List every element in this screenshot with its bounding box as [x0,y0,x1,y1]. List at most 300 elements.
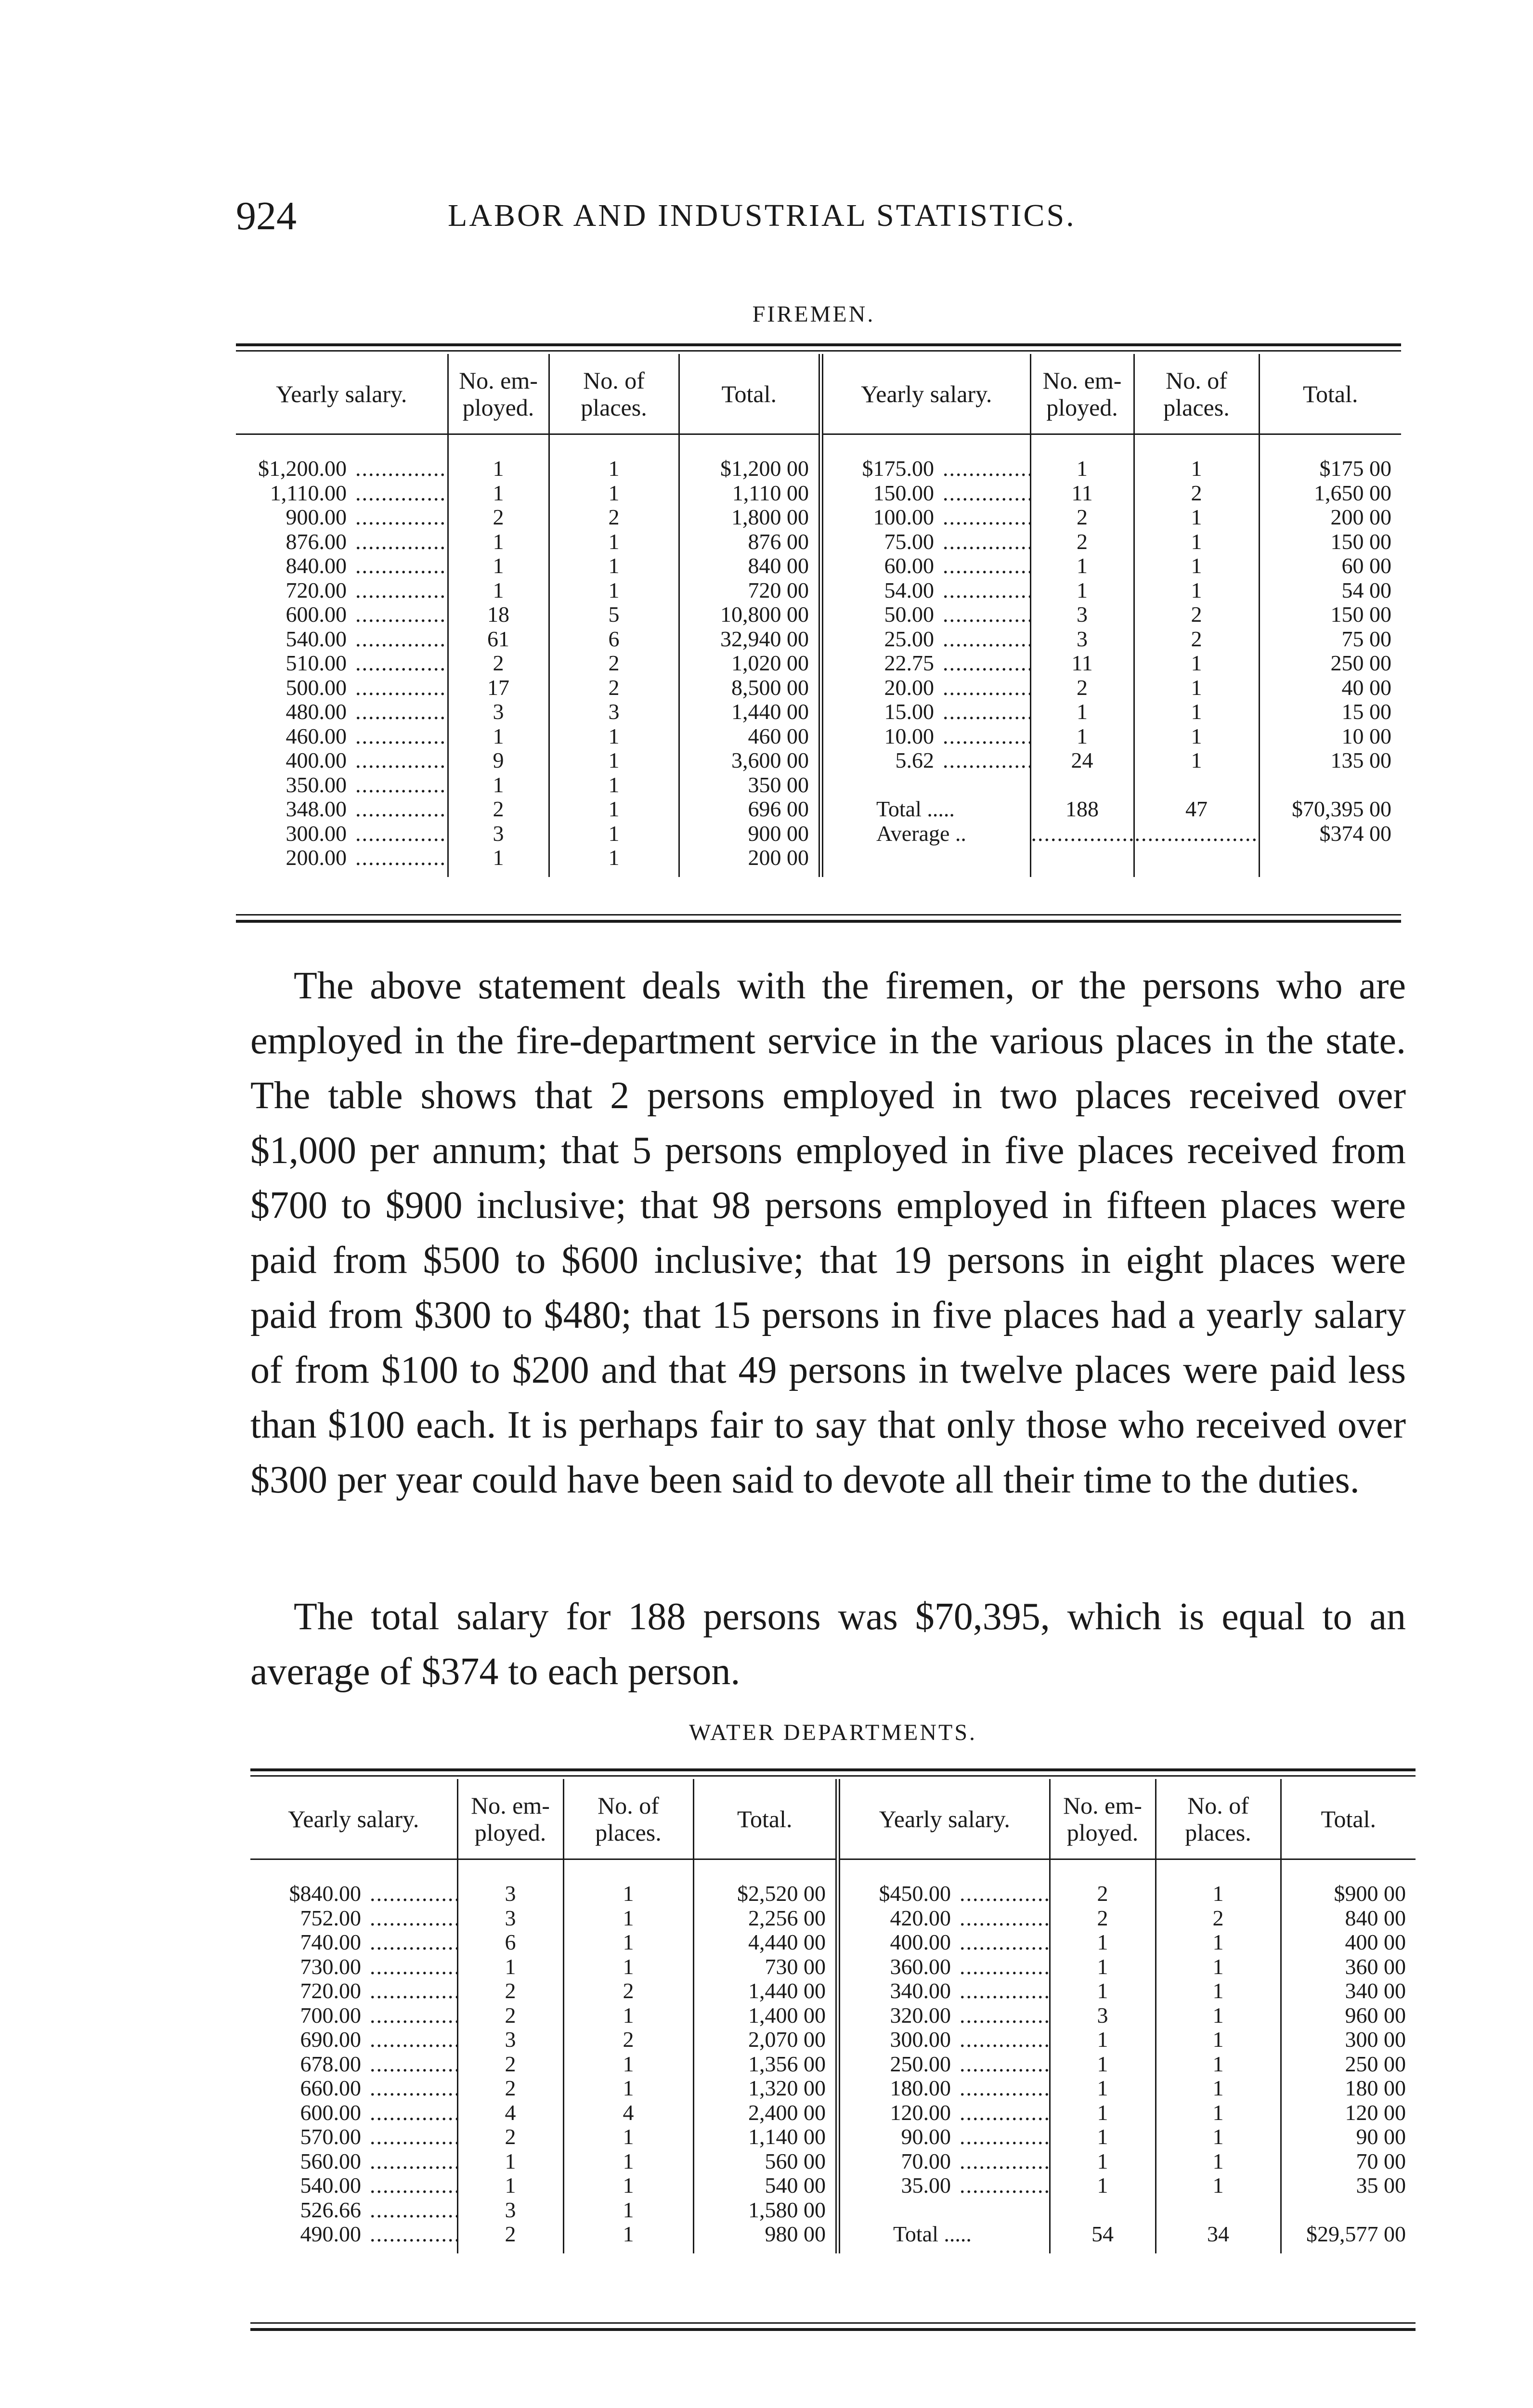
employed-cell: 18 [448,602,549,627]
running-title: LABOR AND INDUSTRIAL STATISTICS. [448,198,1076,233]
total-cell-right: 120 00 [1345,2100,1406,2125]
salary-cell [250,2003,457,2028]
empty-cell [1281,2198,1416,2223]
total-cell-right: 960 00 [1345,2002,1406,2028]
salary-value: 90.00 [901,2125,951,2149]
total-cell: 1,580 00 [693,2198,838,2223]
table-row [236,724,1401,749]
salary-cell [236,700,448,724]
employed-cell: 3 [457,1906,563,1931]
leader-dots [347,627,447,652]
total-cell-right: 300 00 [1345,2027,1406,2052]
leader-dots [361,2028,457,2052]
salary-value: 540.00 [286,627,347,651]
leader-dots [361,2222,457,2247]
employed-cell-right: 11 [1030,481,1134,506]
salary-cell-right [821,530,1030,554]
firemen-col-header-employed: No. em- ployed. [448,354,549,434]
total-cell-right: $175 00 [1319,456,1391,481]
employed-cell-right: 1 [1050,2125,1156,2149]
total-row-label: Total ..... [838,2222,1050,2253]
places-cell: 1 [563,1906,693,1931]
table-row [236,627,1401,652]
employed-cell-right: 3 [1030,627,1134,652]
employed-cell-right: 1 [1050,2052,1156,2077]
leader-dots [934,481,1030,506]
total-cell: 730 00 [693,1955,838,1979]
salary-cell [236,846,448,877]
leader-dots [951,2149,1049,2174]
employed-cell: 3 [457,2198,563,2223]
salary-cell [236,724,448,749]
places-cell: 1 [549,481,679,506]
employed-cell-right: 1 [1050,2028,1156,2052]
leader-dots [951,1906,1049,1931]
employed-cell-right: 1 [1030,578,1134,603]
total-cell: 2,070 00 [693,2028,838,2052]
firemen-col-header-total-right: Total. [1259,354,1401,434]
total-cell: 540 00 [693,2173,838,2198]
employed-cell: 1 [448,481,549,506]
employed-cell: 3 [457,1859,563,1906]
places-cell-right: 1 [1134,676,1259,700]
employed-cell-right: 1 [1030,434,1134,481]
salary-cell [250,2076,457,2101]
table-row [250,2125,1416,2149]
leader-dots [347,602,447,627]
salary-cell-right [821,748,1030,773]
salary-cell [236,578,448,603]
employed-cell-right: 2 [1030,676,1134,700]
employed-cell: 1 [457,1955,563,1979]
salary-cell [250,1859,457,1906]
salary-cell-right [838,1955,1050,1979]
total-row-employed: 188 [1030,797,1134,822]
leader-dots [347,554,447,578]
salary-cell-right [821,700,1030,724]
leader-dots [361,1930,457,1955]
salary-value: 500.00 [286,675,347,700]
salary-value: 50.00 [884,602,934,627]
places-cell: 1 [549,724,679,749]
page-number: 924 [236,194,297,238]
salary-cell [250,2198,457,2223]
total-cell-right: 90 00 [1356,2124,1406,2149]
salary-cell-right [838,1859,1050,1906]
total-cell-right: 15 00 [1341,699,1391,724]
places-cell: 1 [563,2052,693,2077]
salary-value: 840.00 [286,554,347,578]
employed-cell: 2 [448,505,549,530]
places-cell-right: 1 [1156,1930,1281,1955]
employed-cell: 3 [448,822,549,846]
employed-cell: 6 [457,1930,563,1955]
salary-cell [236,822,448,846]
empty-cell [821,773,1030,798]
employed-cell: 3 [457,2028,563,2052]
places-cell-right: 2 [1134,627,1259,652]
places-cell-right: 1 [1156,2028,1281,2052]
leader-dots [347,676,447,700]
table-row [236,676,1401,700]
total-cell: 980 00 [693,2222,838,2253]
leader-dots [361,2125,457,2149]
total-cell: 4,440 00 [693,1930,838,1955]
employed-cell: 2 [457,2076,563,2101]
places-cell: 1 [549,434,679,481]
places-cell-right: 1 [1156,2101,1281,2125]
table-row [250,2173,1416,2198]
places-cell-right: 1 [1134,700,1259,724]
salary-cell [236,627,448,652]
salary-value: 600.00 [300,2100,361,2125]
total-cell: 1,140 00 [693,2125,838,2149]
firemen-top-rule [236,343,1401,346]
total-cell: $2,520 00 [693,1859,838,1906]
places-cell-right: 2 [1134,602,1259,627]
employed-cell-right: 1 [1050,2101,1156,2125]
employed-cell: 1 [448,530,549,554]
total-cell: 200 00 [679,846,821,877]
employed-cell-right: 1 [1050,2173,1156,2198]
employed-cell: 2 [448,797,549,822]
places-cell: 5 [549,602,679,627]
salary-cell [250,2101,457,2125]
salary-cell-right [838,1930,1050,1955]
table-row [250,2052,1416,2077]
firemen-bottom-rule [236,914,1401,916]
firemen-col-header-total: Total. [679,354,821,434]
table-row [250,2198,1416,2223]
salary-cell [236,554,448,578]
empty-cell [1030,846,1134,877]
total-cell: 1,320 00 [693,2076,838,2101]
salary-cell [236,748,448,773]
salary-value: 75.00 [884,529,934,554]
places-cell: 1 [549,748,679,773]
salary-value: 1,110.00 [270,481,347,505]
employed-cell-right: 2 [1050,1859,1156,1906]
salary-cell [250,1906,457,1931]
places-cell: 1 [563,2149,693,2174]
places-cell-right: 1 [1134,505,1259,530]
salary-value: 510.00 [286,651,347,675]
leader-dots [951,2101,1049,2125]
total-cell-right: 70 00 [1356,2148,1406,2173]
salary-cell-right [838,2003,1050,2028]
empty-cell [1156,2198,1281,2223]
places-cell-right: 2 [1134,481,1259,506]
table-row [236,700,1401,724]
water-departments-table [250,1779,1416,2253]
salary-value: 526.66 [300,2198,361,2222]
employed-cell: 1 [448,773,549,798]
leader-dots [361,1882,457,1906]
places-cell-right: 1 [1156,1979,1281,2003]
table-row [236,822,1401,846]
leader-dots [951,1979,1049,2003]
salary-value: 150.00 [873,481,934,505]
total-row-employed: 54 [1050,2222,1156,2253]
employed-cell: 2 [457,1979,563,2003]
table-row [250,2028,1416,2052]
places-cell-right: 1 [1156,1859,1281,1906]
average-row-dots [1030,822,1134,846]
salary-value: 320.00 [890,2003,951,2028]
leader-dots [361,1955,457,1979]
total-cell: 900 00 [679,822,821,846]
salary-value: 350.00 [286,772,347,797]
firemen-col-header-places-right: No. of places. [1134,354,1259,434]
places-cell: 2 [549,651,679,676]
salary-cell-right [821,481,1030,506]
empty-cell [838,2198,1050,2223]
salary-value: 700.00 [300,2003,361,2028]
salary-cell [236,797,448,822]
water-col-header-salary: Yearly salary. [250,1779,457,1859]
total-cell: 840 00 [679,554,821,578]
leader-dots [951,2076,1049,2101]
total-cell-right: 250 00 [1330,651,1391,675]
empty-cell [1050,2198,1156,2223]
total-cell: 2,256 00 [693,1906,838,1931]
employed-cell-right: 3 [1030,602,1134,627]
employed-cell: 2 [457,2222,563,2253]
places-cell: 2 [549,676,679,700]
places-cell: 2 [563,1979,693,2003]
places-cell: 1 [549,846,679,877]
places-cell: 1 [549,578,679,603]
leader-dots [347,457,447,481]
employed-cell-right: 1 [1030,700,1134,724]
water-top-rule-thin [250,1775,1416,1777]
leader-dots [951,1930,1049,1955]
places-cell-right: 1 [1134,434,1259,481]
water-col-header-salary-right: Yearly salary. [838,1779,1050,1859]
salary-value: 25.00 [884,627,934,651]
employed-cell: 4 [457,2101,563,2125]
table-row [236,797,1401,822]
salary-value: 690.00 [300,2028,361,2052]
salary-value: 70.00 [901,2149,951,2173]
salary-value: 300.00 [890,2028,951,2052]
leader-dots [934,676,1030,700]
water-col-header-employed-right: No. em- ployed. [1050,1779,1156,1859]
salary-cell-right [821,627,1030,652]
total-cell-right: $900 00 [1334,1881,1406,1906]
leader-dots [934,578,1030,603]
salary-cell [236,505,448,530]
leader-dots [934,627,1030,652]
firemen-bottom-rule-thick [236,920,1401,923]
water-bottom-rule-thick [250,2328,1416,2331]
places-cell: 6 [549,627,679,652]
salary-cell-right [821,554,1030,578]
total-cell: 1,020 00 [679,651,821,676]
water-col-header-places: No. of places. [563,1779,693,1859]
salary-cell-right [821,676,1030,700]
salary-value: 100.00 [873,505,934,529]
table-row [250,2101,1416,2125]
salary-value: 180.00 [890,2076,951,2100]
salary-value: 340.00 [890,1979,951,2003]
salary-cell [250,1979,457,2003]
water-bottom-rule [250,2322,1416,2324]
leader-dots [934,554,1030,578]
salary-value: 60.00 [884,554,934,578]
salary-value: 348.00 [286,797,347,821]
leader-dots [934,700,1030,724]
employed-cell: 1 [448,724,549,749]
total-cell: 1,110 00 [679,481,821,506]
places-cell-right: 2 [1156,1906,1281,1931]
empty-cell [1030,773,1134,798]
salary-value: 15.00 [884,700,934,724]
table-row [250,1979,1416,2003]
places-cell: 1 [563,2173,693,2198]
employed-cell: 1 [448,554,549,578]
salary-value: 22.75 [884,651,934,675]
salary-value: 54.00 [884,578,934,602]
places-cell: 1 [563,2125,693,2149]
salary-value: 560.00 [300,2149,361,2173]
table-row [236,505,1401,530]
leader-dots [361,2101,457,2125]
salary-value: 876.00 [286,529,347,554]
salary-value: $840.00 [289,1882,361,1906]
total-cell: 720 00 [679,578,821,603]
leader-dots [934,602,1030,627]
empty-cell [1259,773,1401,798]
places-cell-right: 1 [1134,651,1259,676]
places-cell-right: 1 [1156,2052,1281,2077]
table-row [236,481,1401,506]
total-cell: 1,800 00 [679,505,821,530]
salary-value: 300.00 [286,821,347,846]
total-row-total: $70,395 00 [1292,797,1391,821]
table-row [250,1955,1416,1979]
salary-cell [236,602,448,627]
salary-cell [236,676,448,700]
total-cell: 1,400 00 [693,2003,838,2028]
table-row [236,748,1401,773]
total-cell: 10,800 00 [679,602,821,627]
salary-cell-right [838,2149,1050,2174]
places-cell-right: 1 [1156,2149,1281,2174]
salary-cell [250,1955,457,1979]
leader-dots [934,651,1030,676]
salary-value: 678.00 [300,2052,361,2076]
leader-dots [934,748,1030,773]
firemen-table [236,354,1401,877]
salary-cell-right [838,1979,1050,2003]
total-cell: 1,440 00 [693,1979,838,2003]
salary-cell-right [821,505,1030,530]
body-paragraph-1: The above statement deals with the firemen, or the persons who are employed in the fire-department service in the various places in the state. The table shows that 2 persons employed in two places received over $1,000 per annum; that 5 persons employed in five places received from $700 to $900 inclusive; that 98 persons employed in fifteen places were paid from $500 to $600 inclusive; that 19 persons in eight places were paid from $300 to $480; that 15 persons in five places had a yearly salary of from $100 to $200 and that 49 persons in twelve places were paid less than $100 each. It is perhaps fair to say that only those who received over $300 per year could have been said to devote all their time to the duties. [250,965,1406,1501]
leader-dots [347,797,447,822]
salary-value: 420.00 [890,1906,951,1930]
salary-value: 740.00 [300,1930,361,1954]
salary-cell-right [838,2076,1050,2101]
employed-cell: 17 [448,676,549,700]
leader-dots [934,457,1030,481]
places-cell-right: 1 [1134,530,1259,554]
salary-cell-right [821,724,1030,749]
leader-dots [347,822,447,846]
total-cell-right: 75 00 [1341,626,1391,651]
total-cell: $1,200 00 [679,434,821,481]
places-cell-right: 1 [1134,554,1259,578]
total-cell: 460 00 [679,724,821,749]
places-cell: 1 [563,2198,693,2223]
salary-cell-right [838,1906,1050,1931]
places-cell: 1 [549,822,679,846]
salary-cell [250,2052,457,2077]
table-row [250,2222,1416,2253]
employed-cell-right: 1 [1050,2149,1156,2174]
places-cell: 4 [563,2101,693,2125]
leader-dots [361,1906,457,1931]
salary-value: 5.62 [895,748,934,772]
total-cell-right: 200 00 [1330,505,1391,529]
leader-dots [934,530,1030,554]
salary-cell-right [821,651,1030,676]
employed-cell: 1 [448,434,549,481]
employed-cell-right: 2 [1030,505,1134,530]
leader-dots [347,700,447,724]
table-row [250,1930,1416,1955]
leader-dots [347,578,447,603]
places-cell: 1 [563,2076,693,2101]
leader-dots [951,1882,1049,1906]
salary-value: $175.00 [862,457,934,481]
water-col-header-total: Total. [693,1779,838,1859]
leader-dots [951,2003,1049,2028]
employed-cell: 9 [448,748,549,773]
average-row-dots [1134,822,1259,846]
leader-dots [361,2003,457,2028]
leader-dots [361,2076,457,2101]
leader-dots [951,2173,1049,2198]
water-col-header-places-right: No. of places. [1156,1779,1281,1859]
employed-cell: 1 [457,2149,563,2174]
places-cell: 1 [549,530,679,554]
salary-cell-right [821,434,1030,481]
total-cell-right: 400 00 [1345,1930,1406,1954]
leader-dots [347,773,447,798]
total-cell-right: 150 00 [1330,529,1391,554]
leader-dots [347,530,447,554]
salary-value: 490.00 [300,2222,361,2246]
employed-cell-right: 24 [1030,748,1134,773]
salary-cell [250,2125,457,2149]
total-row-label: Total ..... [821,797,1030,822]
employed-cell: 1 [457,2173,563,2198]
total-cell: 1,356 00 [693,2052,838,2077]
salary-value: 730.00 [300,1954,361,1979]
empty-cell [1134,773,1259,798]
table-row [236,846,1401,877]
salary-value: 460.00 [286,724,347,748]
salary-value: 720.00 [300,1979,361,2003]
total-cell-right: 340 00 [1345,1978,1406,2003]
water-col-header-employed: No. em- ployed. [457,1779,563,1859]
employed-cell: 2 [457,2052,563,2077]
total-cell: 350 00 [679,773,821,798]
table-row [236,578,1401,603]
employed-cell-right: 2 [1050,1906,1156,1931]
salary-cell-right [838,2125,1050,2149]
